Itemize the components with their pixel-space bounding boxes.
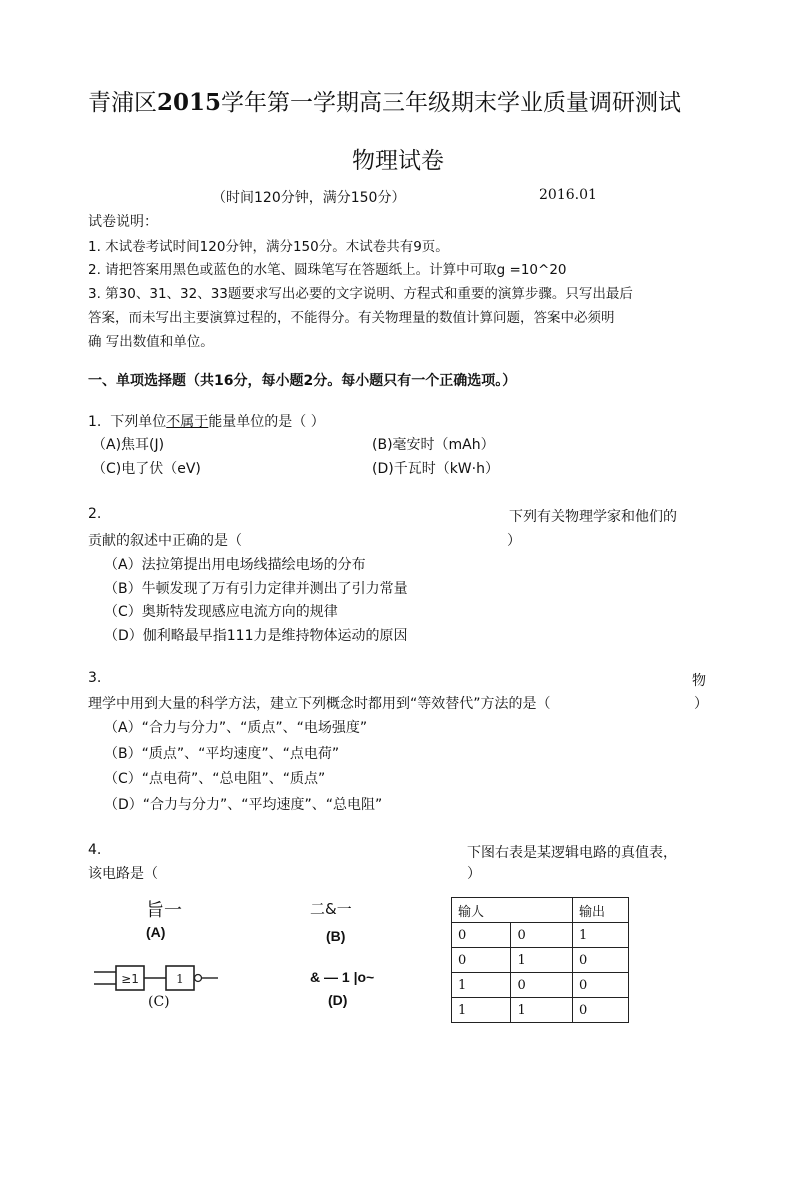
q3-stem-line2: 理学中用到大量的科学方法，建立下列概念时都用到“等效替代”方法的是（ <box>88 696 551 712</box>
option-c-not-gate-text: 1 <box>176 972 184 986</box>
table-cell: 1 <box>452 998 511 1023</box>
option-a-gate-symbol: 旨一 <box>146 900 182 921</box>
q2-option-a: （A）法拉第提出用电场线描绘电场的分布 <box>104 557 366 573</box>
truth-table <box>451 897 629 1023</box>
instructions-heading: 试卷说明： <box>88 214 158 230</box>
table-row <box>452 948 629 973</box>
q3-stem-right: 物 <box>692 673 706 689</box>
page-title: 青浦区2015学年第一学期高三年级期末学业质量调研测试 <box>88 89 682 116</box>
q2-stem-line2: 贡献的叙述中正确的是（ <box>88 533 242 549</box>
q1-option-b: (B)毫安时（mAh） <box>372 437 495 453</box>
table-cell: 1 <box>511 948 573 973</box>
q3-option-c: （C）“点电荷”、“总电阻”、“质点” <box>104 771 326 787</box>
q3-stem-close: ） <box>694 696 708 712</box>
table-cell: 0 <box>452 948 511 973</box>
q4-number: 4. <box>88 842 102 858</box>
option-c-label: (C) <box>148 994 170 1010</box>
q2-option-b: （B）牛顿发现了万有引力定律并测出了引力常量 <box>104 581 408 597</box>
instruction-item-3-line2: 答案，而未写出主要演算过程的，不能得分。有关物理量的数值计算问题，答案中必须明 <box>88 310 615 326</box>
table-cell: 1 <box>511 998 573 1023</box>
table-row <box>452 973 629 998</box>
table-cell: 0 <box>511 973 573 998</box>
table-cell: 0 <box>573 948 629 973</box>
q2-stem-close: ） <box>507 533 521 549</box>
table-cell: 0 <box>573 998 629 1023</box>
q2-option-c: （C）奥斯特发现感应电流方向的规律 <box>104 604 338 620</box>
truth-table-header-output: 输出 <box>573 898 629 923</box>
q3-option-b: （B）“质点”、“平均速度”、“点电荷” <box>104 746 340 762</box>
instruction-item-3-line1: 3. 第30、31、32、33题要求写出必要的文字说明、方程式和重要的演算步骤。只写出最后 <box>88 286 633 302</box>
time-info: （时间120分钟，满分150分） <box>212 190 406 206</box>
table-cell: 0 <box>452 923 511 948</box>
option-a-label: (A) <box>146 924 166 940</box>
q4-stem-close: ） <box>467 866 481 882</box>
table-cell: 0 <box>511 923 573 948</box>
q2-option-d: （D）伽利略最早指111力是维持物体运动的原因 <box>104 628 408 644</box>
option-d-gate-symbol: & — 1 |o~ <box>310 969 375 985</box>
q4-stem-line2: 该电路是（ <box>88 866 158 882</box>
q2-stem-right: 下列有关物理学家和他们的 <box>509 509 677 525</box>
q3-option-a: （A）“合力与分力”、“质点”、“电场强度” <box>104 720 368 736</box>
page-subtitle: 物理试卷 <box>352 148 444 174</box>
truth-table-header-row <box>452 898 629 923</box>
option-c-circuit-diagram <box>92 962 222 994</box>
table-row <box>452 923 629 948</box>
q1-option-a: （A)焦耳(J) <box>92 437 165 453</box>
option-d-label: (D) <box>328 992 348 1008</box>
table-row <box>452 998 629 1023</box>
q4-stem-right: 下图右表是某逻辑电路的真值表， <box>467 845 677 861</box>
instruction-item-1: 1. 木试卷考试时间120分钟，满分150分。木试卷共有9页。 <box>88 239 449 255</box>
q3-option-d: （D）“合力与分力”、“平均速度”、“总电阻” <box>104 797 383 813</box>
section-heading: 一、单项选择题（共16分，每小题2分。每小题只有一个正确选项。） <box>88 373 517 389</box>
table-cell: 0 <box>573 973 629 998</box>
exam-date: 2016.01 <box>539 187 597 203</box>
q2-number: 2. <box>88 506 102 522</box>
instruction-item-3-line3: 确 写出数值和单位。 <box>88 334 214 350</box>
instruction-item-2: 2. 请把答案用黑色或蓝色的水笔、圆珠笔写在答题纸上。计算中可取g =10^20 <box>88 262 567 278</box>
q3-number: 3. <box>88 670 102 686</box>
q1-option-c: （C)电了伏（eV) <box>92 461 201 477</box>
q1-stem: 1. 下列单位不属于能量单位的是（ ） <box>88 414 325 430</box>
option-c-or-gate-text: ≥1 <box>121 972 139 986</box>
option-b-label: (B) <box>326 928 346 944</box>
table-cell: 1 <box>573 923 629 948</box>
option-c-inverter-bubble <box>195 975 202 982</box>
truth-table-header-input: 输人 <box>452 898 573 923</box>
q1-option-d: (D)千瓦时（kW·h） <box>372 461 499 477</box>
table-cell: 1 <box>452 973 511 998</box>
option-b-gate-symbol: 二&一 <box>310 900 352 918</box>
